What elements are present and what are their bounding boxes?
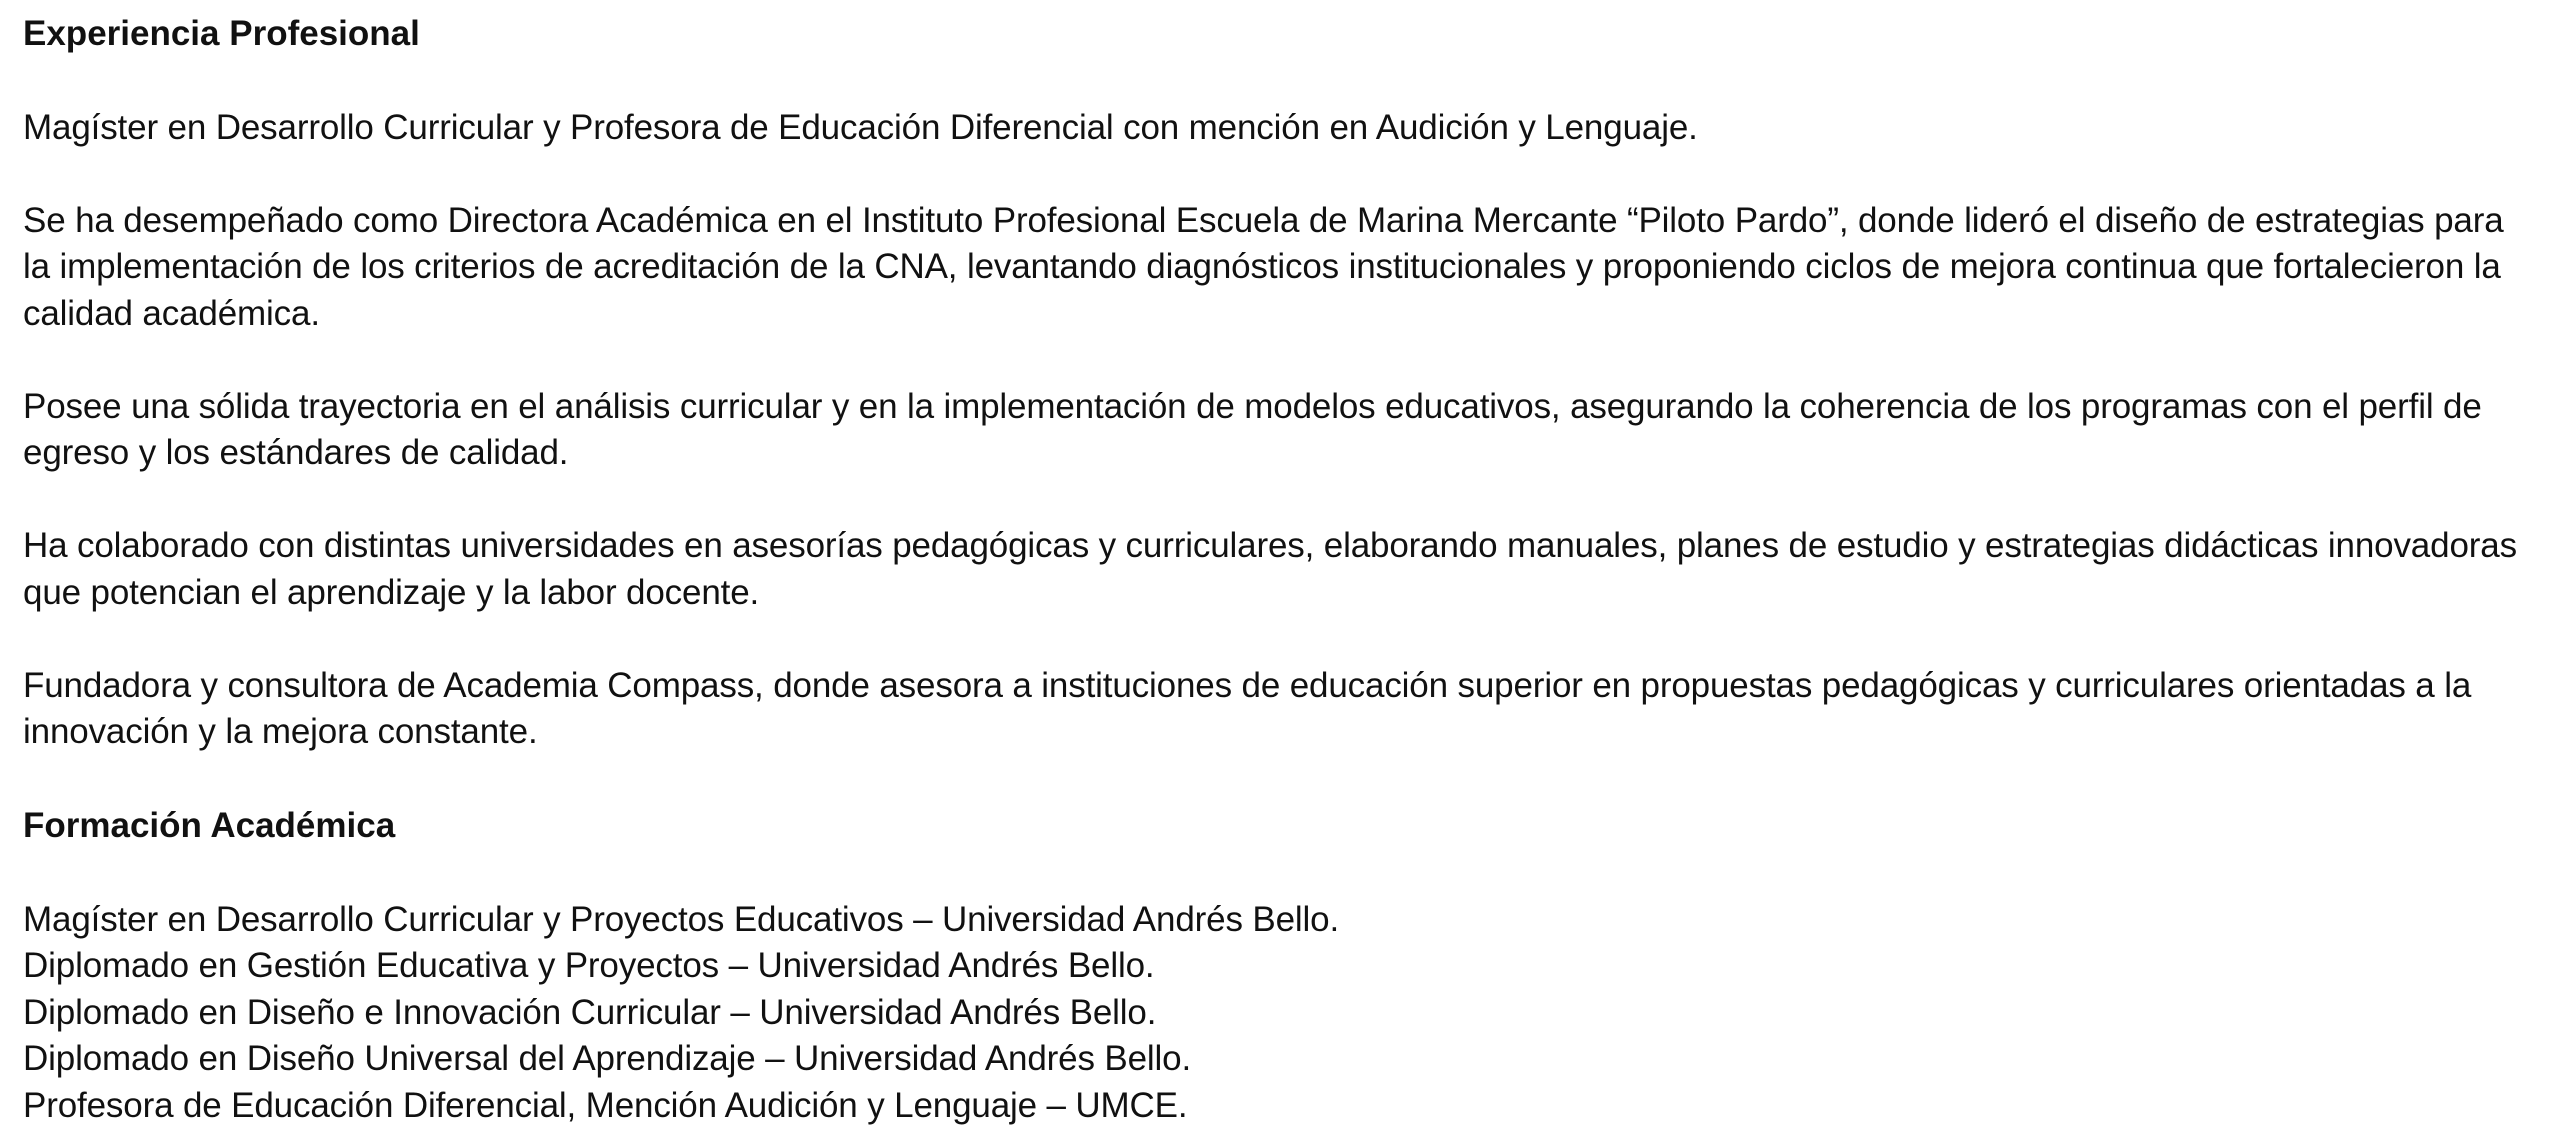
experience-paragraph: Ha colaborado con distintas universidades en asesorías pedagógicas y curriculares, elaborando manuales, planes de estudio y estrategias didácticas innovadoras que potencian el aprendizaje y la labor docente.	[23, 526, 2517, 612]
experience-paragraph: Magíster en Desarrollo Curricular y Profesora de Educación Diferencial con mención en Audición y Lenguaje.	[23, 107, 1698, 147]
education-item: Profesora de Educación Diferencial, Mención Audición y Lenguaje – UMCE.	[23, 1085, 1188, 1125]
spacer	[23, 151, 2536, 198]
spacer	[23, 477, 2536, 524]
education-item: Magíster en Desarrollo Curricular y Proyectos Educativos – Universidad Andrés Bello.	[23, 899, 1340, 939]
spacer	[23, 850, 2536, 897]
spacer	[23, 616, 2536, 663]
education-item: Diplomado en Gestión Educativa y Proyectos – Universidad Andrés Bello.	[23, 946, 1155, 985]
spacer	[23, 58, 2536, 105]
education-item: Diplomado en Diseño e Innovación Curricular – Universidad Andrés Bello.	[23, 992, 1157, 1032]
experience-paragraph: Se ha desempeñado como Directora Académica en el Instituto Profesional Escuela de Marina Mercante “Piloto Pardo”, donde lideró el diseño de estrategias para la implementación de los criterios de acreditación de la CNA, levantando diagnósticos institucionales y proponiendo ciclos de mejora continua que fortalecieron la calidad académica.	[23, 200, 2504, 333]
education-item: Diplomado en Diseño Universal del Aprendizaje – Universidad Andrés Bello.	[23, 1039, 1192, 1078]
spacer	[23, 756, 2536, 803]
education-list	[23, 897, 2536, 1130]
experience-paragraph: Fundadora y consultora de Academia Compass, donde asesora a instituciones de educación superior en propuestas pedagógicas y curriculares orientadas a la innovación y la mejora constante.	[23, 665, 2472, 751]
experience-paragraph: Posee una sólida trayectoria en el análisis curricular y en la implementación de modelos educativos, asegurando la coherencia de los programas con el perfil de egreso y los estándares de calidad.	[23, 386, 2482, 472]
spacer	[23, 337, 2536, 384]
experience-heading: Experiencia Profesional	[23, 14, 420, 53]
education-heading: Formación Académica	[23, 806, 396, 845]
